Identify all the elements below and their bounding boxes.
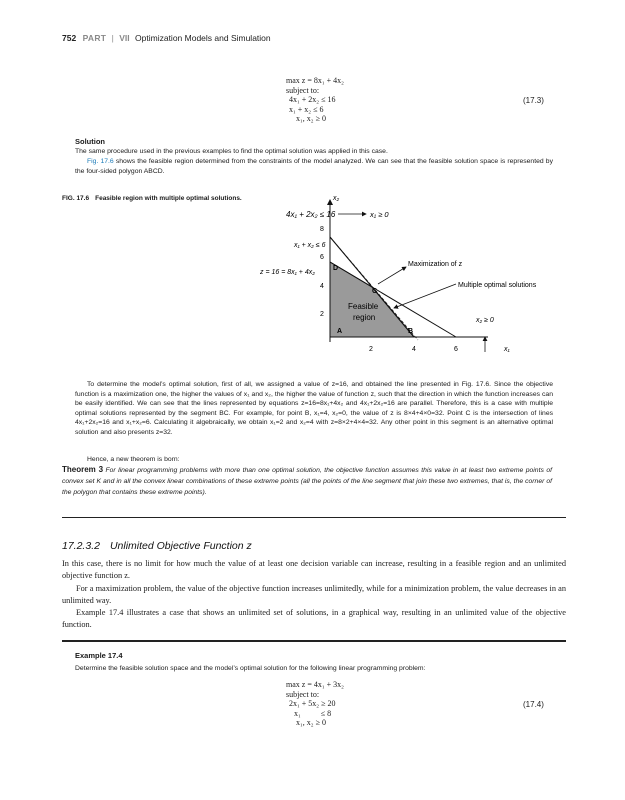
y-axis-label: x₂: [333, 195, 340, 202]
maximization-arrow: [378, 267, 406, 284]
section-para: Example 17.4 illustrates a case that shows an unlimited set of solutions, in a graphical way, resulting in an unlimited value of the objective function.: [62, 608, 566, 630]
equation-number: (17.3): [523, 96, 544, 105]
model-constraint: 2x₁ + 5x₂ ≥ 20: [289, 699, 336, 708]
solution-para: Fig. 17.6 shows the feasible region determined from the constraints of the model analyzed. We can see that the feasible solution space is represented by the four-sided polygon ABCD.: [75, 158, 553, 175]
model-constraint: x₁, x₂ ≥ 0: [296, 718, 326, 727]
body-para: To determine the model’s optimal solution, first of all, we assigned a value of z=16, and obtained the line presented in Fig. 17.6. Since the objective function is a maximization one, the higher the values of x₁ and x₂, the higher the value of function z, such that the direction in which the function increases can be easily identified. We can see that the lines represented by equations z=16=8x₁+4x₂ and 4x₁+2x₂=16 are parallel. Therefore, this is a case with multiple optimal solutions represented by the segment BC. For example, for point B, x₁=4, x₂=0, the value of z is 8×4+4×0=32. Point C is the intersection of lines 4x₁+2x₂=16 and x₁+x₂=6. Calculating it algebraically, we obtain x₁=2 and x₂=4 with z=8×2+4×4=32. Any other point in this segment is an alternative optimal solution and also presents z=32.: [75, 381, 553, 436]
example-title: Example 17.4: [75, 651, 123, 660]
x2-nonneg-label: x₂ ≥ 0: [476, 317, 494, 324]
constraint-label-1: 4x₁ + 2x₂ ≤ 16: [286, 210, 336, 219]
model-17-3: [286, 76, 344, 124]
section-heading: [62, 540, 252, 552]
feasible-region-figure: [258, 192, 558, 362]
y-tick-label: 4: [320, 283, 324, 290]
section-para: In this case, there is no limit for how much the value of at least one decision variable can increase, resulting in a feasible region and an unlimited objective function z.: [62, 559, 566, 581]
figure-caption-text: Feasible region with multiple optimal solutions.: [95, 195, 242, 202]
part-label: PART: [82, 33, 107, 43]
model-subject-to: subject to:: [286, 689, 320, 699]
x-axis-label: x₁: [504, 346, 510, 353]
vertex-label-c: C: [372, 288, 378, 295]
x-tick-label: 6: [454, 346, 458, 353]
page-number: 752: [62, 33, 77, 43]
figure-svg: [258, 192, 558, 362]
equation-number: (17.4): [523, 700, 544, 709]
running-title: Optimization Models and Simulation: [135, 33, 271, 43]
multiple-optimal-arrow: [394, 284, 456, 308]
theorem-text: For linear programming problems with more than one optimal solution, the objective function assumes this value in at least two extreme points of convex set K and in all the convex linear combinations of these extreme points (all the points of the line segment that join these two extremes, that is, the corner of the polygon that contains these extreme points).: [62, 467, 552, 496]
model-17-4: [286, 680, 344, 728]
feasible-region-label: region: [353, 313, 376, 322]
x1-nonneg-label: x₁ ≥ 0: [370, 210, 389, 219]
figure-caption: [62, 195, 248, 202]
constraint-label-2: x₁ + x₂ ≤ 6: [294, 242, 326, 249]
solution-title: Solution: [75, 137, 105, 146]
y-tick-label: 2: [320, 311, 324, 318]
theorem-label: Theorem 3: [62, 465, 104, 474]
theorem-3: [62, 464, 552, 498]
running-head: [62, 33, 271, 43]
model-subject-to: subject to:: [286, 85, 320, 95]
feasible-region: [330, 262, 414, 337]
vertex-label-b: B: [408, 328, 414, 335]
section-para: For a maximization problem, the value of the objective function increases unlimitedly, while for a minimization problem, the value decreases in an unlimited way.: [62, 584, 566, 606]
vertex-label-a: A: [337, 328, 343, 335]
model-constraint: x₁ ≤ 8: [294, 708, 332, 718]
part-number: VII: [119, 33, 130, 43]
divider: [62, 640, 566, 642]
maximization-label: Maximization of z: [408, 261, 463, 268]
model-objective: max z = 8x₁ + 4x₂: [286, 76, 344, 85]
section-number: 17.2.3.2: [62, 540, 100, 552]
x-tick-label: 4: [412, 346, 416, 353]
y-tick-label: 6: [320, 254, 324, 261]
model-objective: max z = 4x₁ + 3x₂: [286, 680, 344, 689]
hence-para: Hence, a new theorem is born:: [87, 456, 180, 463]
figure-link[interactable]: Fig. 17.6: [87, 158, 114, 165]
y-tick-label: 8: [320, 226, 324, 233]
example-statement: Determine the feasible solution space and the model’s optimal solution for the following linear programming problem:: [75, 665, 426, 672]
model-constraint: x₁ + x₂ ≤ 6: [289, 104, 324, 114]
x-tick-label: 2: [369, 346, 373, 353]
multiple-optimal-label: Multiple optimal solutions: [458, 282, 537, 289]
vertex-label-d: D: [333, 265, 339, 272]
objective-label: z = 16 = 8x₁ + 4x₂: [260, 269, 315, 276]
model-constraint: x₁, x₂ ≥ 0: [296, 114, 326, 123]
head-separator: |: [111, 33, 114, 43]
figure-label: FIG. 17.6: [62, 195, 90, 202]
feasible-region-label: Feasible: [348, 302, 379, 311]
solution-para: The same procedure used in the previous examples to find the optimal solution was applied in this case.: [75, 148, 388, 155]
model-constraint: 4x₁ + 2x₂ ≤ 16: [289, 95, 336, 104]
divider: [62, 517, 566, 518]
section-title: Unlimited Objective Function z: [109, 540, 252, 552]
